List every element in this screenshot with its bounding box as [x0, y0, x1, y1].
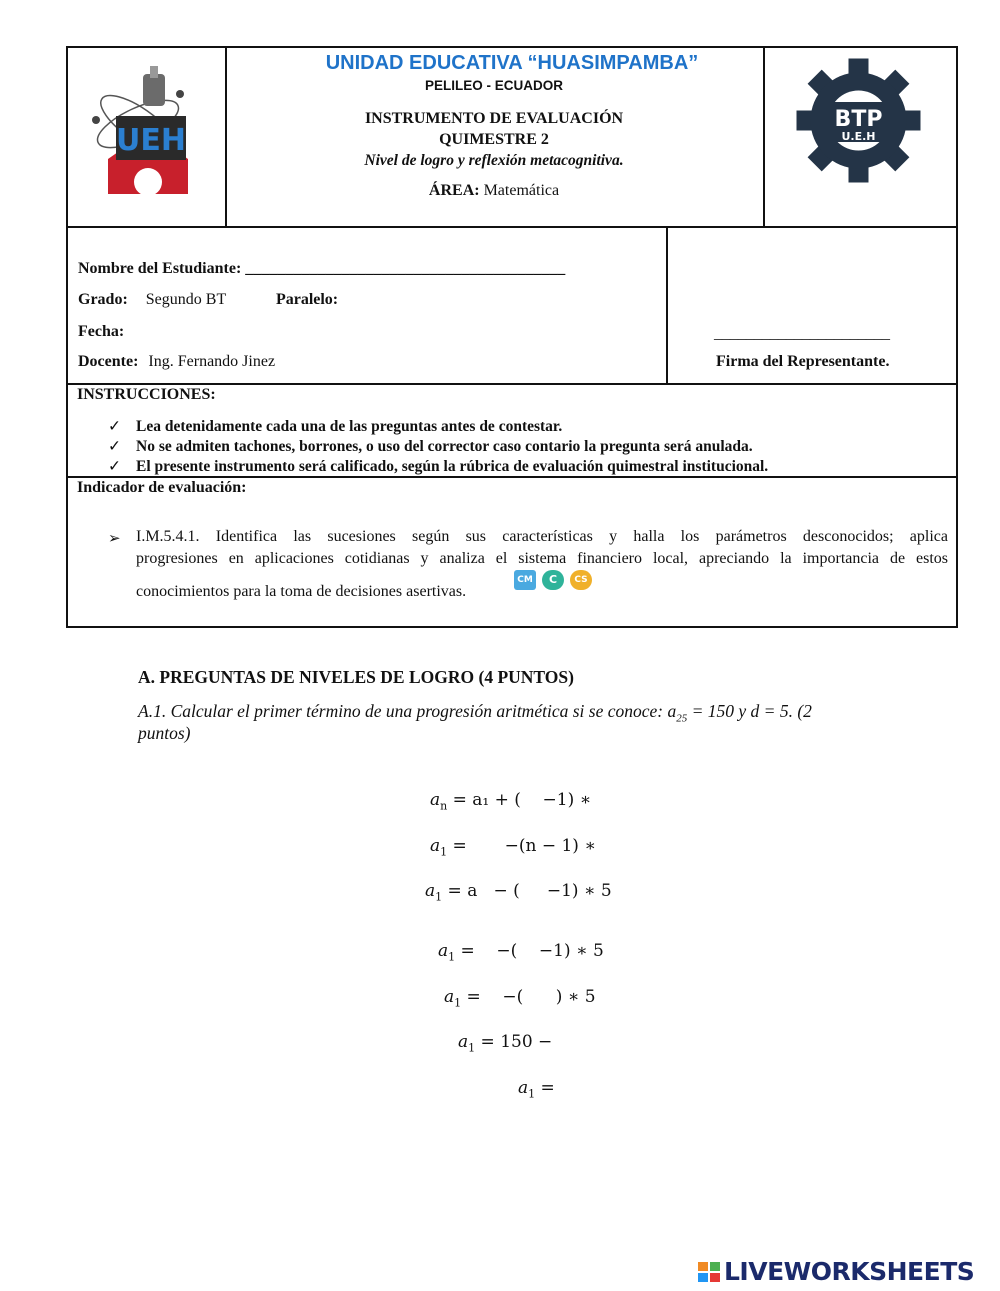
area-label: ÁREA:	[428, 182, 480, 199]
student-name-field[interactable]: ________________________________________	[245, 260, 566, 277]
liveworksheets-logo	[698, 1257, 974, 1286]
question-subscript: 25	[676, 712, 688, 725]
math-step: $a_1 = a$ − ( −1) ∗ 5	[425, 881, 612, 904]
math-step: $a_1$ = −( ) ∗ 5	[444, 987, 596, 1010]
grade-row	[78, 291, 338, 309]
parallel-label: Paralelo:	[275, 291, 339, 308]
signature-line[interactable]: ______________________	[714, 325, 890, 342]
question-text: A.1. Calcular el primer término de una progresión aritmética si se conoce: a	[138, 701, 677, 721]
header-box	[66, 46, 958, 228]
badge-cm-icon: CM	[514, 570, 536, 590]
date-label: Fecha:	[78, 323, 125, 340]
document-subtitle: Nivel de logro y reflexión metacognitiva.	[364, 152, 624, 169]
section-a-title: A. PREGUNTAS DE NIVELES DE LOGRO (4 PUNTOS)	[138, 667, 574, 687]
question-a1	[138, 701, 812, 725]
instruction-text: Lea detenidamente cada una de las preguntas antes de contestar.	[136, 418, 563, 435]
svg-text:BTP: BTP	[834, 107, 883, 132]
liveworksheets-brand: LIVEWORKSHEETS	[724, 1257, 975, 1286]
teacher-value: Ing. Fernando Jinez	[148, 353, 276, 370]
instruction-item	[108, 457, 768, 476]
math-step: $a_1 = 150$ −	[458, 1032, 553, 1055]
student-name-row	[78, 260, 565, 278]
checkmark-icon: ✓	[108, 458, 121, 475]
checkmark-icon: ✓	[108, 418, 121, 435]
grade-value: Segundo BT	[145, 291, 226, 308]
lws-blocks-icon	[698, 1262, 720, 1282]
math-step: $a_1$ = −( −1) ∗ 5	[438, 941, 604, 964]
indicator-box	[66, 476, 958, 628]
info-divider	[666, 228, 668, 384]
document-type: INSTRUMENTO DE EVALUACIÓN	[364, 110, 624, 127]
instructions-title: INSTRUCCIONES:	[77, 386, 216, 403]
instruction-text: El presente instrumento será calificado, según la rúbrica de evaluación quimestral institucional.	[136, 458, 769, 475]
school-location: PELILEO - ECUADOR	[424, 78, 563, 93]
school-name: UNIDAD EDUCATIVA “HUASIMPAMBA”	[325, 52, 699, 74]
badge-cs-icon: CS	[570, 570, 592, 590]
math-step: $a_1$ =	[518, 1078, 555, 1101]
badge-c-icon: C	[542, 570, 564, 590]
grade-label: Grado:	[78, 291, 128, 308]
indicator-text-line1: I.M.5.4.1. Identifica las sucesiones según sus características y halla los parámetros desconocidos; aplica	[136, 528, 948, 545]
question-text-rest: = 150 y d = 5. (2	[687, 701, 812, 721]
instructions-box	[66, 383, 958, 478]
instruction-item	[108, 417, 562, 436]
student-name-label: Nombre del Estudiante:	[78, 260, 242, 277]
student-info-box	[66, 228, 958, 384]
checkmark-icon: ✓	[108, 438, 121, 455]
btp-gear-logo	[796, 58, 921, 183]
competency-badges	[514, 570, 592, 590]
school-logo	[88, 64, 208, 204]
svg-text:U.E.H: U.E.H	[841, 130, 876, 143]
instruction-item	[108, 437, 753, 456]
area-line	[225, 182, 763, 200]
svg-text:UEH: UEH	[116, 123, 186, 158]
signature-label: Firma del Representante.	[716, 353, 890, 370]
teacher-label: Docente:	[78, 353, 139, 370]
question-a1-line2: puntos)	[138, 723, 191, 743]
indicator-title: Indicador de evaluación:	[77, 479, 247, 496]
area-value: Matemática	[483, 182, 560, 199]
term-label: QUIMESTRE 2	[439, 131, 549, 148]
teacher-row	[78, 353, 275, 371]
math-step: $a_1$ = −(n − 1) ∗	[430, 836, 596, 859]
arrow-bullet-icon: ➢	[108, 531, 121, 547]
math-step: $a_n = a_1$ + ( −1) ∗	[430, 790, 592, 813]
indicator-text-line2: progresiones en aplicaciones cotidianas y analiza el sistema financiero local, apreciando la importancia de estos	[136, 550, 948, 567]
instruction-text: No se admiten tachones, borrones, o uso del corrector caso contario la pregunta será anulada.	[136, 438, 753, 455]
indicator-text-line3: conocimientos para la toma de decisiones asertivas.	[136, 583, 467, 600]
